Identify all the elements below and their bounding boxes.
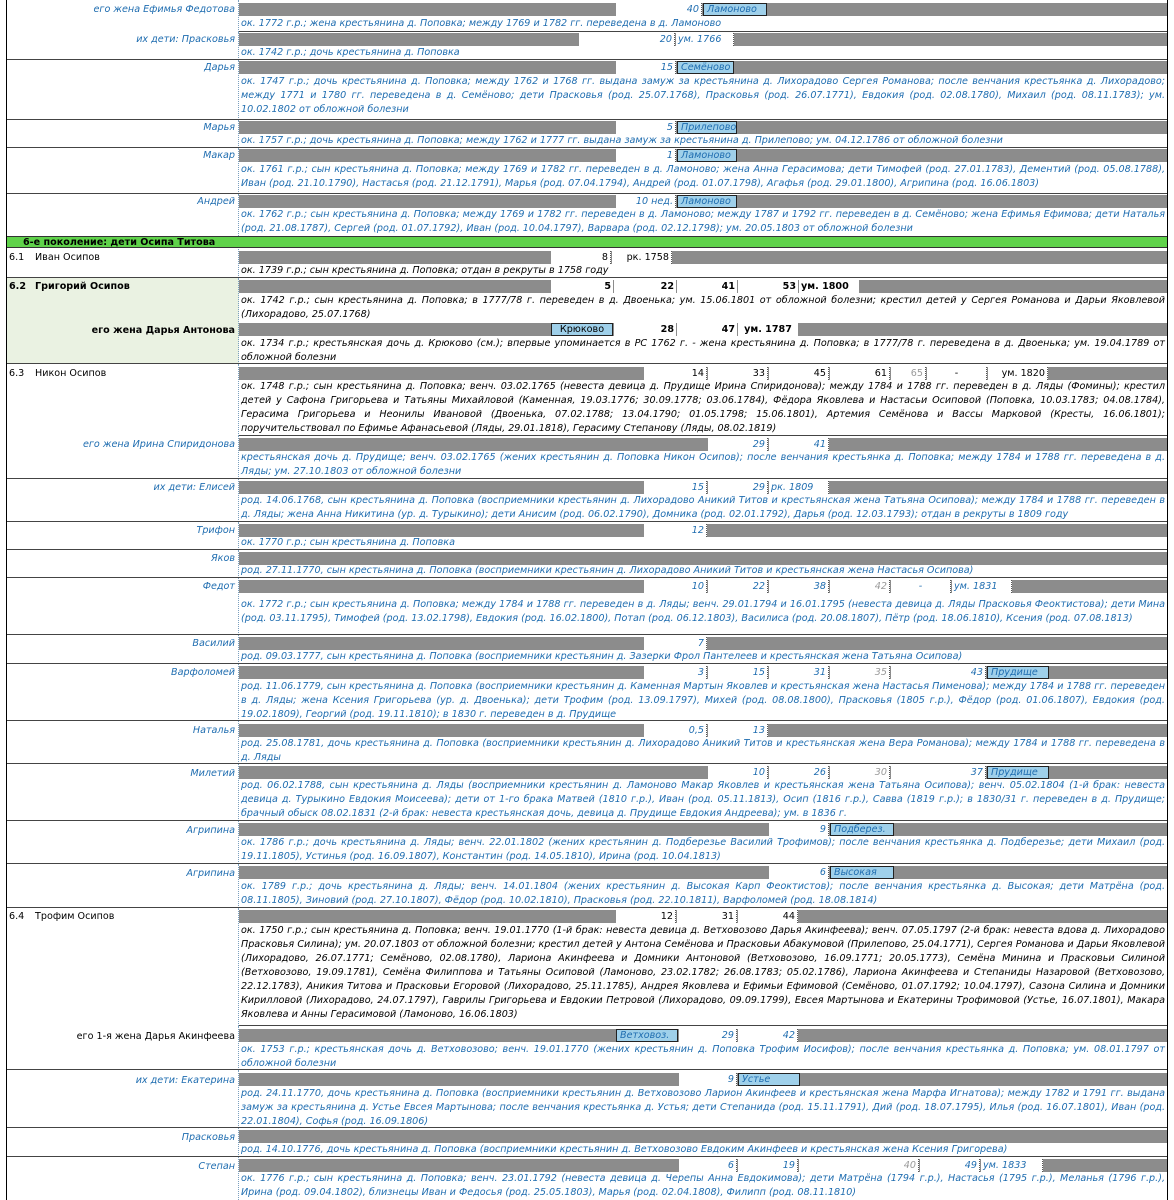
age-bar (239, 280, 1167, 293)
entry-row (7, 1128, 1167, 1157)
village-tag[interactable]: Ламоново (703, 3, 767, 16)
age-cell: 30 (830, 766, 890, 779)
entry-row (7, 321, 1167, 364)
village-tag[interactable]: Ветховоз. (616, 1029, 678, 1042)
age-cell: 41 (677, 280, 737, 293)
age-cell: ум. 1820 (988, 367, 1048, 380)
age-cell: ум. 1787 (738, 323, 798, 336)
person-description: род. 14.06.1768, сын крестьянина д. Поповка (восприемники крестьянин д. Лихорадово Аникий Титов и крестьянская жена Татьяна Осипова); между 1784 и 1788 гг. переведен в д. Ляды; жена Анна Никитина (ур. д. Турыкино); дети Анисим (род. 06.02.1790), Домника (род. 02.01.1792), Дарья (род. 12.03.1793); отдан в рекруты в 1809 году (241, 495, 1165, 520)
person-label: Василий (192, 638, 235, 649)
person-description: ок. 1742 г.р.; дочь крестьянина д. Поповка (241, 47, 460, 58)
age-cell: 45 (769, 367, 829, 380)
age-cell: 10 (708, 766, 768, 779)
age-cell: 20 (579, 33, 675, 46)
person-label: Прасковья (181, 1132, 235, 1143)
age-bar (239, 1159, 1167, 1172)
person-name: Григорий Осипов (35, 281, 130, 292)
entry-row (7, 32, 1167, 60)
age-cell: ум. 1766 (676, 33, 734, 46)
age-cell: 29 (708, 438, 768, 451)
person-description: ок. 1753 г.р.; крестьянская дочь д. Ветховозово; венч. 19.01.1770 (жених крестьянин д. Поповка Трофим Иосифов); после венчания крестьянка д. Поповка; ум. 08.01.1797 от обложной болезни (241, 1044, 1165, 1069)
age-cell: 31 (677, 910, 737, 923)
person-description: крестьянская дочь д. Прудище; венч. 03.02.1765 (жених крестьянин д. Поповка Никон Осипов); после венчания крестьянка д. Поповка; между 1784 и 1788 гг. переведена в д. Ляды; ум. 27.10.1803 от обложной болезни (241, 452, 1165, 477)
entry-row (7, 120, 1167, 148)
age-cell: 33 (708, 367, 768, 380)
entry-row (7, 479, 1167, 522)
person-description: род. 11.06.1779, сын крестьянина д. Поповка (восприемники крестьянин д. Каменная Мартын Яковлев и крестьянская жена Настасья Пименова); между 1784 и 1788 гг. переведен в д. Ляды; жена Ксения Григорьева (ур. д. Двоенька); дети Трофим (род. 13.09.1797), Михей (род. 08.08.1800), Прасковья (1805 г.р.), Фёдор (род. 01.06.1807), Евдокия (род. 19.02.1809), Георгий (род. 19.11.1810); в 1830 г. переведен в д. Прудище (241, 681, 1165, 720)
entry-row (7, 578, 1167, 635)
person-label: их дети: Елисей (153, 482, 235, 493)
entry-row (7, 1157, 1167, 1200)
age-cell: 28 (614, 323, 676, 336)
entry-row (7, 364, 1167, 436)
age-cell: 43 (891, 666, 986, 679)
person-description: род. 25.08.1781, дочь крестьянина д. Поповка (восприемники крестьянин д. Лихорадово Аникий Титов и крестьянская жена Вера Романова); между 1784 и 1788 гг. переведена в д. Ляды (241, 738, 1165, 763)
person-description: ок. 1789 г.р.; дочь крестьянина д. Ляды; венч. 14.01.1804 (жених крестьянин д. Высокая Карп Феоктистов); после венчания крестьянка д. Высокая; дети Матрёна (род. 08.11.1805), Зиновий (род. 27.10.1807), Фёдор (род. 10.02.1810), Прасковья (род. 22.10.1811), Варфоломей (род. 18.08.1814) (241, 881, 1165, 906)
genealogy-sheet (6, 0, 1168, 1200)
entry-row (7, 1026, 1167, 1070)
person-label: Агрипина (186, 825, 235, 836)
age-bar (239, 195, 1167, 208)
person-label: его жена Ирина Спиридонова (82, 439, 235, 450)
entry-row (7, 864, 1167, 908)
village-tag[interactable]: Семёново (677, 61, 734, 74)
age-bar (239, 33, 1167, 46)
age-bar (239, 251, 1167, 264)
person-description: ок. 1747 г.р.; дочь крестьянина д. Поповка; между 1762 и 1768 гг. выдана замуж за крестьянина д. Лихорадово Сергея Романова; после венчания крестьянка д. Лихорадово; между 1771 и 1780 гг. переведена в д. Семёново; дети Прасковья (род. 25.07.1768), Прасковья (род. 26.07.1771), Евдокия (род. 02.08.1780), Михаил (род. 08.11.1783); ум. 10.02.1802 от обложной болезни (241, 76, 1165, 115)
age-cell: 13 (708, 724, 768, 737)
age-cell: 9 (769, 823, 829, 836)
person-label: их дети: Прасковья (136, 34, 235, 45)
person-description: ок. 1734 г.р.; крестьянская дочь д. Крюково (см.); впервые упоминается в РС 1762 г. - жена крестьянина д. Поповка; в 1777/78 г. переведена в д. Двоенька; ум. 19.04.1789 от обложной болезни (241, 338, 1165, 363)
village-tag[interactable]: Прилепово (677, 121, 737, 134)
person-description: род. 14.10.1776, дочь крестьянина д. Поповка (восприемники крестьянин д. Ветховозово Евдоким Акинфеев и крестьянская жена Ксения Григорева) (241, 1144, 1008, 1155)
age-cell: - (891, 580, 951, 593)
entry-number: 6.4 (9, 911, 25, 922)
person-description: ок. 1757 г.р.; дочь крестьянина д. Поповка; между 1762 и 1777 гг. выдана замуж за крестьянина д. Прилепово; ум. 04.12.1786 от обложной болезни (241, 135, 1003, 146)
entry-row (7, 908, 1167, 1026)
village-tag[interactable]: Прудище (987, 766, 1049, 779)
age-cell: 40 (799, 1159, 919, 1172)
age-cell: 49 (920, 1159, 980, 1172)
village-tag[interactable]: Ламоново (677, 195, 737, 208)
person-description: ок. 1772 г.р.; сын крестьянина д. Поповка; между 1784 и 1788 гг. переведен в д. Ляды; венч. 29.01.1794 и 16.01.1795 (невеста девица д. Ляды Прасковья Феоктистова); дети Мина (род. 03.11.1795), Тимофей (род. 13.02.1798), Евдокия (род. 16.02.1800), Потап (род. 06.12.1803), Василиса (род. 20.08.1807), Пётр (род. 18.06.1810), Ксения (род. 07.08.1813) (241, 599, 1165, 624)
entry-row (7, 278, 1167, 321)
age-cell: рк. 1758 (612, 251, 672, 264)
age-cell: 22 (614, 280, 676, 293)
person-name: Никон Осипов (35, 368, 107, 379)
person-description: ок. 1739 г.р.; сын крестьянина д. Поповка; отдан в рекруты в 1758 году (241, 265, 609, 276)
person-label: Варфоломей (171, 667, 235, 678)
age-cell: 61 (830, 367, 890, 380)
age-cell: 14 (644, 367, 707, 380)
entry-row (7, 436, 1167, 479)
age-cell: 15 (708, 666, 768, 679)
age-bar (239, 823, 1167, 836)
age-bar (239, 724, 1167, 737)
age-cell: 19 (738, 1159, 798, 1172)
entry-number: 6.2 (9, 281, 26, 292)
person-label: Степан (198, 1161, 235, 1172)
entry-row (7, 664, 1167, 721)
person-description: ок. 1770 г.р.; сын крестьянина д. Поповка (241, 537, 455, 548)
entry-row (7, 721, 1167, 764)
person-label: Андрей (197, 196, 235, 207)
age-cell: 35 (830, 666, 890, 679)
person-description: ок. 1761 г.р.; сын крестьянина д. Поповка; между 1769 и 1782 гг. переведен в д. Ламоново; жена Анна Герасимова; дети Тимофей (род. 27.01.1783), Дементий (род. 05.08.1788), Иван (род. 21.10.1790), Настасья (род. 21.12.1791), Марья (род. 07.04.1794), Андрей (род. 01.07.1798), Агафья (род. 29.01.1800), Агрипина (род. 16.06.1803) (241, 164, 1165, 189)
person-label: Агрипина (186, 868, 235, 879)
person-label: Дарья (204, 62, 235, 73)
age-cell: 31 (769, 666, 829, 679)
age-cell: 38 (769, 580, 829, 593)
age-cell: ум. 1831 (952, 580, 1012, 593)
age-bar (239, 367, 1167, 380)
age-cell: 3 (644, 666, 707, 679)
entry-row (7, 0, 1167, 32)
person-name: Трофим Осипов (35, 911, 115, 922)
entry-row (7, 148, 1167, 194)
age-cell: 15 (644, 481, 707, 494)
age-cell: 5 (616, 121, 676, 134)
age-cell: - (927, 367, 987, 380)
person-label: его жена Дарья Антонова (91, 325, 235, 336)
age-cell: 15 (616, 61, 676, 74)
age-cell: 26 (769, 766, 829, 779)
age-bar (239, 1073, 1167, 1086)
age-bar (239, 1029, 1167, 1042)
age-bar (239, 1130, 1167, 1143)
age-bar (239, 481, 1167, 494)
age-bar (239, 766, 1167, 779)
age-cell: 8 (551, 251, 611, 264)
age-cell: 5 (551, 280, 613, 293)
entry-row (7, 635, 1167, 664)
person-label: его 1-я жена Дарья Акинфеева (76, 1031, 235, 1042)
age-cell: 40 (616, 3, 702, 16)
person-description: ок. 1786 г.р.; дочь крестьянина д. Ляды; венч. 22.01.1802 (жених крестьянин д. Подберезье Василий Трофимов); после венчания крестьянка д. Подберезье; дети Михаил (род. 19.11.1805), Устинья (род. 16.09.1807), Константин (род. 14.05.1810), Ирина (род. 10.04.1813) (241, 837, 1165, 862)
age-bar (239, 61, 1167, 74)
age-cell: 10 нед. (616, 195, 676, 208)
age-bar (239, 910, 1167, 923)
entry-row (7, 764, 1167, 821)
age-cell: 7 (644, 637, 707, 650)
age-cell: 22 (708, 580, 768, 593)
person-label: Трифон (196, 525, 235, 536)
person-label: их дети: Екатерина (135, 1075, 235, 1086)
age-bar (239, 323, 1167, 336)
person-label: Марья (203, 122, 235, 133)
entry-row (7, 1070, 1167, 1128)
age-bar (239, 3, 1167, 16)
person-description: ок. 1772 г.р.; жена крестьянина д. Поповка; между 1769 и 1782 гг. переведена в д. Ламоново (241, 18, 722, 29)
age-cell: ум. 1833 (981, 1159, 1043, 1172)
person-description: ок. 1742 г.р.; сын крестьянина д. Поповка; в 1777/78 г. переведен в д. Двоенька; ум. 15.06.1801 от обложной болезни; крестил детей у Сергея Романова и Дарьи Яковлевой (Лихорадово, 25.07.1768) (241, 295, 1165, 320)
age-cell: 10 (644, 580, 707, 593)
generation-header: 6-е поколение: дети Осипа Титова (7, 236, 1167, 248)
entry-row (7, 194, 1167, 236)
person-name: Иван Осипов (35, 252, 100, 263)
age-cell: 41 (769, 438, 829, 451)
person-description: род. 24.11.1770, дочь крестьянина д. Поповка (восприемники крестьянин д. Ветховозово Ларион Акинфеев и крестьянская жена Марфа Игнатова); между 1782 и 1791 гг. выдана замуж за крестьянина д. Устье Евсея Мартынова; после венчания крестьянка д. Устья; дети Степанида (род. 15.11.1791), Дий (род. 18.07.1795), Илья (род. 16.07.1801), Иван (род. 22.01.1804), Софья (род. 16.09.1806) (241, 1088, 1165, 1127)
age-cell: 6 (679, 1159, 737, 1172)
age-cell: рк. 1809 (769, 481, 829, 494)
age-bar (239, 580, 1167, 593)
person-description: ок. 1776 г.р.; сын крестьянина д. Поповка; венч. 23.01.1792 (невеста девица д. Черепы Анна Евдокимова); дети Матрёна (1794 г.р.), Настасья (1795 г.р.), Меланья (1796 г.р.), Ирина (род. 09.04.1802), близнецы Иван и Федосья (род. 25.05.1803), Марья (род. 02.04.1808), Филипп (род. 08.11.1810) (241, 1173, 1165, 1198)
entry-number: 6.1 (9, 252, 25, 263)
age-bar (239, 438, 1167, 451)
village-tag[interactable]: Прудище (987, 666, 1049, 679)
age-cell: 42 (738, 1029, 798, 1042)
age-cell: ум. 1800 (799, 280, 859, 293)
age-cell: 12 (644, 524, 707, 537)
entry-row (7, 821, 1167, 864)
person-description: род. 09.03.1777, сын крестьянина д. Поповка (восприемники крестьянин д. Зазерки Фрол Пантелеев и крестьянская жена Татьяна Осипова) (241, 651, 963, 662)
age-cell: 1 (616, 149, 676, 162)
entry-row (7, 60, 1167, 120)
village-tag[interactable]: Ламоново (677, 149, 737, 162)
person-label: Милетий (190, 768, 235, 779)
age-bar (239, 149, 1167, 162)
person-description: род. 06.02.1788, сын крестьянина д. Ляды (восприемники крестьянин д. Ламоново Макар Яковлев и крестьянская жена Татьяна Осипова); венч. 05.02.1804 (1-й брак: невеста девица д. Турыкино Евдокия Моисеева); дети от 1-го брака Матвей (1810 г.р.), Иван (род. 05.11.1813), Осип (1816 г.р.), Савва (1819 г.р.); в 1830/31 г. переведен в д. Прудище; брачный обыск 08.02.1831 (2-й брак: невеста крестьянская дочь, девица д. Прудище Евдокия Андреева); ум. в 1836 г. (241, 780, 1165, 819)
age-cell: 0,5 (644, 724, 707, 737)
entry-row (7, 249, 1167, 278)
age-cell: 53 (738, 280, 798, 293)
age-cell: 42 (830, 580, 890, 593)
entry-number: 6.3 (9, 368, 25, 379)
person-label: Яков (211, 553, 235, 564)
person-label: Наталья (192, 725, 235, 736)
person-description: ок. 1762 г.р.; сын крестьянина д. Поповка; между 1769 и 1782 гг. переведен в д. Ламоново; между 1787 и 1792 гг. переведен в д. Семёново; жена Ефимья Ефимова; дети Наталья (род. 21.08.1787), Сергей (род. 01.07.1792), Иван (род. 10.04.1797), Варвара (род. 02.12.1798); ум. 20.05.1803 от обложной болезни (241, 209, 1165, 234)
age-cell: 6 (769, 866, 829, 879)
person-label: Макар (203, 150, 235, 161)
age-cell: 29 (679, 1029, 737, 1042)
village-tag[interactable]: Высокая (830, 866, 894, 879)
age-cell: 65 (891, 367, 926, 380)
person-description: ок. 1750 г.р.; сын крестьянина д. Поповка; венч. 19.01.1770 (1-й брак: невеста девица д. Ветховозово Дарья Акинфеева); венч. 07.05.1797 (2-й брак: невеста вдова д. Лихорадово Прасковья Силина); ум. 20.07.1803 от обложной болезни; крестил детей у Антона Семёнова и Прасковьи Абакумовой (Прилепово, 25.04.1771), Сергея Романова и Дарьи Яковлевой (Лихорадово, 26.07.1771; Семёново, 02.08.1780), Лариона Акинфеева и Домники Антоновой (Ветховозово, 16.09.1771; 20.05.1773), Семёна Минина и Прасковьи Силиной (Ветховозово, 19.09.1781), Семёна Филиппова и Татьяны Осиповой (Ламоново, 23.02.1782; 26.08.1783; 05.02.1786), Лариона Акинфеева и Степаниды Назаровой (Ветховозово, 22.12.1783), Аникия Титова и Прасковьи Егоровой (Лихорадово, 25.11.1785), Андрея Яковлева и Ефимьи Ефимовой (Семёново, 01.07.1792; 10.04.1797), Сазона Силина и Домники Кирилловой (Лихорадово, 24.07.1797), Гаврилы Григорьева и Евдокии Петровой (Лихорадово, 09.09.1799), Евсея Мартынова и Екатерины Трофимовой (Устье, 16.07.1801), Макара Яковлева и Анны Герасимовой (Ламоново, 16.06.1803) (241, 925, 1165, 1020)
age-bar (239, 121, 1167, 134)
age-cell: 37 (891, 766, 986, 779)
entry-row (7, 522, 1167, 550)
age-cell: 12 (616, 910, 676, 923)
age-cell: 47 (677, 323, 737, 336)
person-label: его жена Ефимья Федотова (93, 4, 235, 15)
person-label: Федот (202, 581, 235, 592)
village-tag[interactable]: Крюково (551, 323, 613, 336)
person-description: род. 27.11.1770, сын крестьянина д. Поповка (восприемники крестьянин д. Лихорадово Аникий Титов и крестьянская жена Настасья Осипова) (241, 565, 974, 576)
entry-row (7, 550, 1167, 578)
person-description: ок. 1748 г.р.; сын крестьянина д. Поповка; венч. 03.02.1765 (невеста девица д. Прудище Ирина Спиридонова); между 1784 и 1788 гг. переведен в д. Ляды (Фомины); крестил детей у Сафона Григорьева и Татьяны Михайловой (Каменная, 19.03.1776; 30.09.1778; 03.06.1784), Фёдора Яковлева и Настасьи Осиповой (Поповка, 10.03.1783; 04.08.1784), Герасима Григорьева и Неонилы Ивановой (Двоенька, 07.02.1788; 13.04.1790; 01.05.1798; 15.06.1801), Артемия Семёнова и Вассы Марковой (Кресты, 16.06.1801); поручительствовал по Ефимье Афанасьевой (Ляды, 29.01.1818), Герасиму Степанову (Ляды, 08.02.1819) (241, 381, 1165, 434)
age-bar (239, 637, 1167, 650)
village-tag[interactable]: Подберез. (830, 823, 894, 836)
village-tag[interactable]: Устье (738, 1073, 800, 1086)
age-cell: 9 (679, 1073, 737, 1086)
age-bar (239, 866, 1167, 879)
age-cell: 44 (738, 910, 798, 923)
age-bar (239, 666, 1167, 679)
age-cell: 29 (708, 481, 768, 494)
